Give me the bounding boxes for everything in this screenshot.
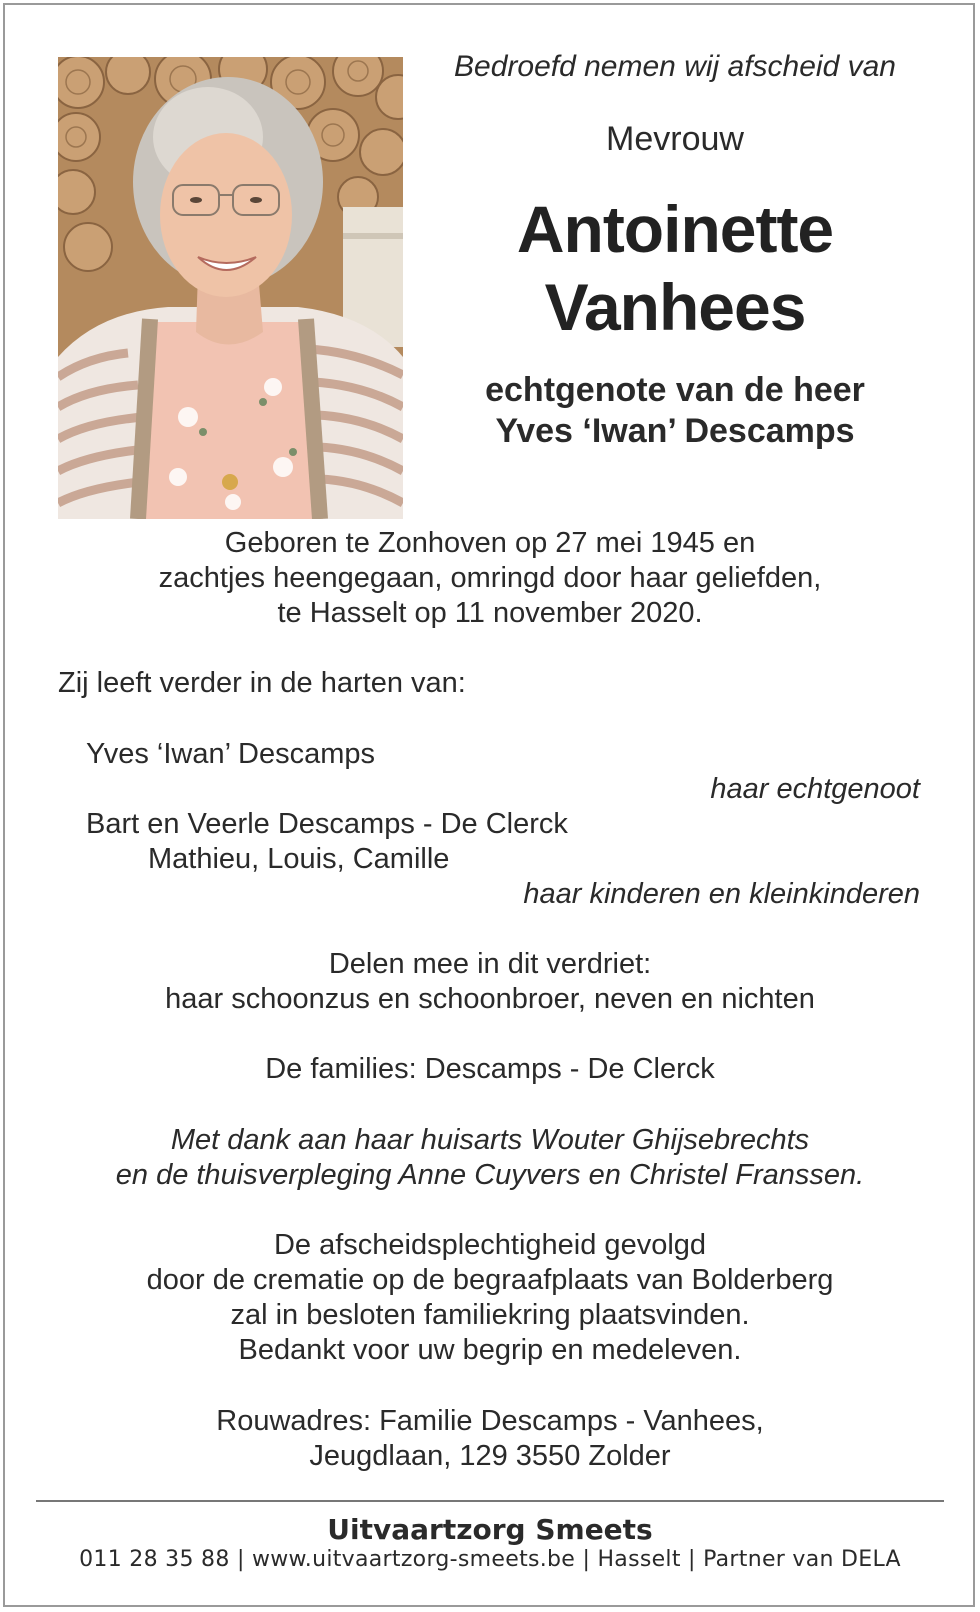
- spouse-line-1: echtgenote van de heer: [485, 371, 865, 409]
- birth-line-3: te Hasselt op 11 november 2020.: [277, 597, 703, 629]
- ceremony-line-3: zal in besloten familiekring plaatsvinden.: [230, 1299, 750, 1331]
- thanks-line-1: Met dank aan haar huisarts Wouter Ghijsebrechts: [170, 1124, 810, 1156]
- spouse-line-2: Yves ‘Iwan’ Descamps: [495, 412, 855, 450]
- address-line-1: Rouwadres: Familie Descamps - Vanhees,: [216, 1405, 764, 1437]
- thanks-block: [0, 1123, 980, 1193]
- survivor-children-names: Bart en Veerle Descamps - De Clerck: [86, 808, 568, 840]
- sharing-line-1: Delen mee in dit verdriet:: [328, 948, 652, 980]
- survivors-heading: Zij leeft verder in de harten van:: [58, 667, 466, 699]
- ceremony-line-1: De afscheidsplechtigheid gevolgd: [273, 1229, 707, 1261]
- birth-death-block: [0, 526, 980, 631]
- birth-line-2: zachtjes heengegaan, omringd door haar geliefden,: [158, 562, 822, 594]
- survivor-children-role: haar kinderen en kleinkinderen: [523, 878, 920, 910]
- portrait-photo: [58, 57, 403, 519]
- ceremony-block: [0, 1228, 980, 1368]
- address-line-2: Jeugdlaan, 129 3550 Zolder: [309, 1440, 671, 1472]
- survivor-spouse-name: Yves ‘Iwan’ Descamps: [86, 738, 376, 770]
- sharing-line-2: haar schoonzus en schoonbroer, neven en nichten: [165, 983, 815, 1015]
- funeral-home-name: Uitvaartzorg Smeets: [327, 1513, 653, 1546]
- address-block: [0, 1404, 980, 1474]
- thanks-line-2: en de thuisverpleging Anne Cuyvers en Christel Franssen.: [115, 1159, 865, 1191]
- deceased-name: [410, 190, 940, 346]
- birth-line-1: Geboren te Zonhoven op 27 mei 1945 en: [224, 527, 756, 559]
- ceremony-line-2: door de crematie op de begraafplaats van Bolderberg: [146, 1264, 834, 1296]
- sharing-block: [0, 947, 980, 1017]
- survivor-grandchildren-names: Mathieu, Louis, Camille: [148, 843, 450, 875]
- families-line: De families: Descamps - De Clerck: [265, 1053, 715, 1085]
- survivor-spouse-role: haar echtgenoot: [710, 773, 920, 805]
- intro-text: Bedroefd nemen wij afscheid van: [454, 50, 896, 83]
- title-word: Mevrouw: [606, 120, 744, 158]
- first-name: Antoinette: [516, 192, 834, 266]
- funeral-home-info: 011 28 35 88 | www.uitvaartzorg-smeets.be | Hasselt | Partner van DELA: [79, 1547, 901, 1572]
- last-name: Vanhees: [544, 270, 806, 344]
- footer-divider: [36, 1500, 944, 1502]
- spouse-block: [410, 370, 940, 452]
- ceremony-line-4: Bedankt voor uw begrip en medeleven.: [238, 1334, 742, 1366]
